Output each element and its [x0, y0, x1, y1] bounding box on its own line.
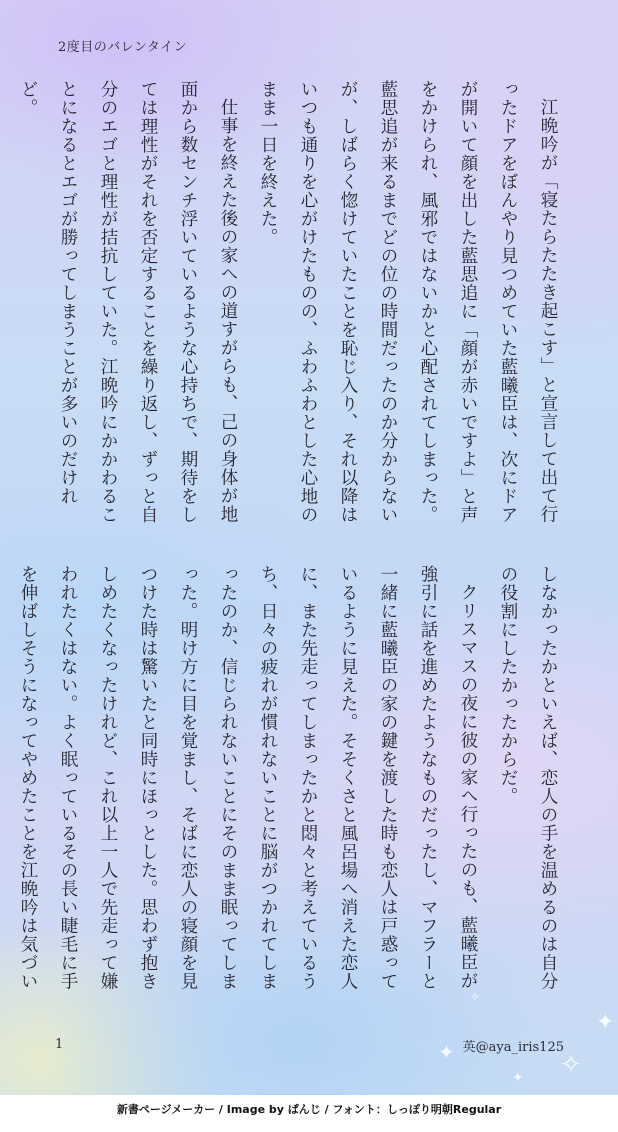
- sparkle-star-icon: ✦: [596, 1010, 615, 1035]
- paragraph: 江晩吟が「寝たらたたき起こす」と宣言して出て行ったドアをぼんやり見つめていた藍曦臣は、次にドアが開いて顔を出した藍思追に「顔が赤いですよ」と声をかけられ、風邪ではないかと心配されてしまった。藍思追が来るまでどの位の時間だったのか分からないが、しばらく惚けていたことを恥じ入り、それ以降はいつも通りを心がけたものの、ふわふわとした心地のまま一日を終えた。: [258, 80, 558, 524]
- body-text-lower: [18, 565, 568, 1005]
- body-text-upper: [18, 80, 568, 530]
- paragraph: [0, 80, 8, 530]
- sparkle-star-icon: ✦: [512, 1070, 524, 1086]
- paragraph: 仕事を終えた後の家への道すがらも、己の身体が地面から数センチ浮いているような心持ちで、期待をしては理性がそれを否定することを繰り返し、ずっと自分のエゴと理性が拮抗していた。江晩吟にかかわることになるとエゴが勝ってしまうことが多いのだけれど。: [18, 80, 238, 524]
- author-handle: 英@aya_iris125: [462, 1040, 564, 1055]
- sparkle-star-icon: ✦: [438, 1040, 455, 1064]
- credit-line: 新書ページメーカー / Image by ぱんじ / フォント：しっぽり明朝Regular: [0, 1095, 618, 1132]
- sparkle-star-icon: ✧: [560, 1050, 582, 1080]
- paragraph: しなかったかといえば、恋人の手を温めるのは自分の役割にしたかったからだ。: [498, 565, 558, 991]
- sparkle-star-icon: ✧: [470, 990, 481, 1004]
- page-number: 1: [55, 1037, 64, 1052]
- paragraph: クリスマスの夜に彼の家へ行ったのも、藍曦臣が強引に話を進めたようなものだったし、マフラーと一緒に藍曦臣の家の鍵を渡した時も恋人は戸惑っているように見えた。そそくさと風呂場へ消えた恋人に、また先走ってしまったかと悶々と考えているうち、日々の疲れが慣れないことに脳がつかれてしまったのか、信じられないことにそのまま眠ってしまった。明け方に目を覚まし、そばに恋人の寝顔を見つけた時は驚いたと同時にほっとした。思わず抱きしめたくなったけれど、これ以上一人で先走って嫌われたくはない。よく眠っているその長い睫毛に手を伸ばしそうになってやめたことを江晩吟は気づい: [18, 565, 478, 991]
- page-title: 2度目のバレンタイン: [58, 40, 188, 55]
